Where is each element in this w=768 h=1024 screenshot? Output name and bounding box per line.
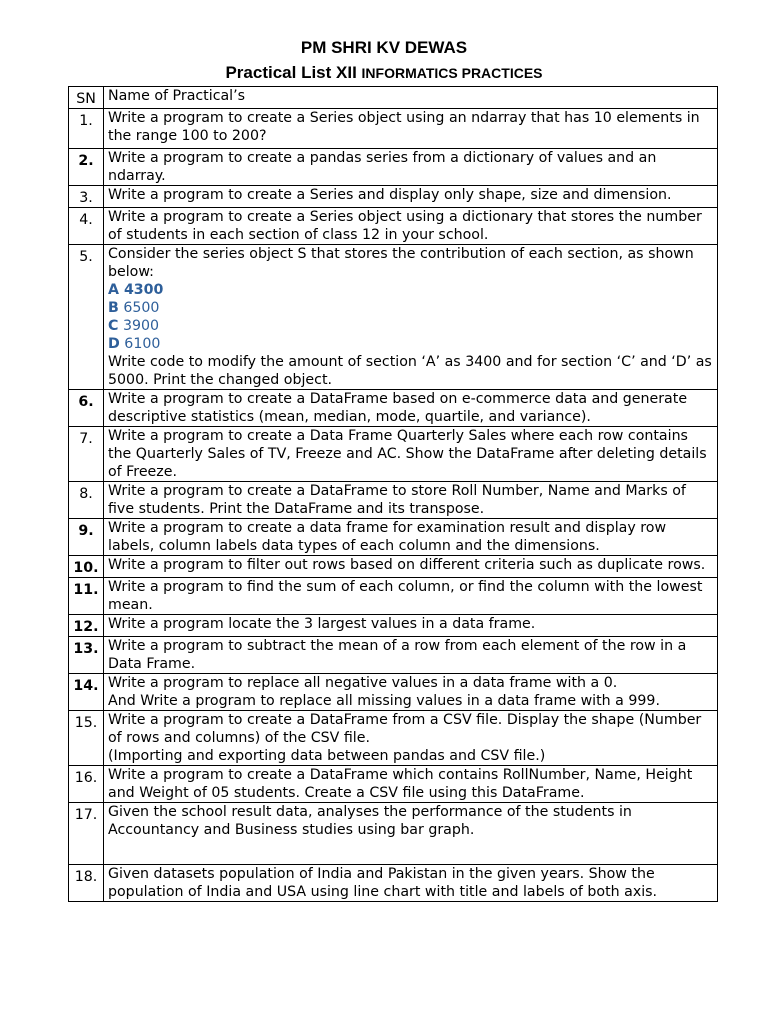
row-number: 3. <box>69 186 104 208</box>
row-number: 9. <box>69 519 104 556</box>
row-number: 2. <box>69 149 104 186</box>
practical-outro: Write code to modify the amount of section ‘A’ as 3400 and for section ‘C’ and ‘D’ as 5000. Print the changed object. <box>108 354 712 388</box>
practical-text: Write a program to create a Series object using a dictionary that stores the number of students in each section of class 12 in your school. <box>104 208 718 245</box>
row-number: 4. <box>69 208 104 245</box>
table-row <box>69 674 718 711</box>
table-row <box>69 186 718 208</box>
table-row <box>69 578 718 615</box>
document-header <box>0 36 768 86</box>
practical-text: Write a program to create a DataFrame based on e-commerce data and generate descriptive statistics (mean, median, mode, quartile, and variance). <box>104 390 718 427</box>
table-header-row <box>69 87 718 109</box>
row-number: 11. <box>69 578 104 615</box>
practical-text: Given the school result data, analyses the performance of the students in Accountancy and Business studies using bar graph. <box>104 803 718 865</box>
practical-line: (Importing and exporting data between pandas and CSV file.) <box>108 748 546 764</box>
table-row <box>69 427 718 482</box>
document-title <box>0 60 768 86</box>
practical-text: Write a program to subtract the mean of a row from each element of the row in a Data Frame. <box>104 637 718 674</box>
practical-text: Write a program to create a Data Frame Quarterly Sales where each row contains the Quarterly Sales of TV, Freeze and AC. Show the DataFrame after deleting details of Freeze. <box>104 427 718 482</box>
practical-text <box>104 245 718 390</box>
table-row <box>69 245 718 390</box>
practical-text: Write a program to create a Series and display only shape, size and dimension. <box>104 186 718 208</box>
practical-intro: Consider the series object S that stores the contribution of each section, as shown <box>108 246 694 262</box>
series-entry: A 4300 <box>108 282 164 298</box>
practical-intro-2: below: <box>108 264 154 280</box>
practical-text: Write a program to create a DataFrame which contains RollNumber, Name, Height and Weight of 05 students. Create a CSV file using this DataFrame. <box>104 766 718 803</box>
table-row <box>69 109 718 149</box>
practical-line: Write a program to replace all negative values in a data frame with a 0. <box>108 675 618 691</box>
practical-text: Write a program to find the sum of each column, or find the column with the lowest mean. <box>104 578 718 615</box>
table-row <box>69 519 718 556</box>
practical-line: Write a program to create a DataFrame from a CSV file. Display the shape (Number of rows and columns) of the CSV file. <box>108 712 702 746</box>
table-row <box>69 208 718 245</box>
row-number: 10. <box>69 556 104 578</box>
practical-text: Write a program locate the 3 largest values in a data frame. <box>104 615 718 637</box>
practical-text <box>104 674 718 711</box>
row-number: 13. <box>69 637 104 674</box>
row-number: 8. <box>69 482 104 519</box>
row-number: 1. <box>69 109 104 149</box>
row-number: 14. <box>69 674 104 711</box>
row-number: 16. <box>69 766 104 803</box>
table-row <box>69 865 718 902</box>
table-row <box>69 637 718 674</box>
table-row <box>69 803 718 865</box>
practical-line: And Write a program to replace all missing values in a data frame with a 999. <box>108 693 660 709</box>
practical-text: Given datasets population of India and Pakistan in the given years. Show the population of India and USA using line chart with title and labels of both axis. <box>104 865 718 902</box>
practical-list-table <box>68 86 718 902</box>
row-number: 5. <box>69 245 104 390</box>
table-row <box>69 556 718 578</box>
table-row <box>69 149 718 186</box>
series-entry: C 3900 <box>108 318 160 334</box>
row-number: 6. <box>69 390 104 427</box>
title-sub: INFORMATICS PRACTICES <box>361 65 543 81</box>
table-row <box>69 766 718 803</box>
title-main: Practical List XII <box>225 63 357 82</box>
column-header-sn: SN <box>69 87 104 109</box>
practical-text: Write a program to create a pandas series from a dictionary of values and an ndarray. <box>104 149 718 186</box>
series-entry: B 6500 <box>108 300 160 316</box>
school-name: PM SHRI KV DEWAS <box>300 38 468 57</box>
table-row <box>69 615 718 637</box>
row-number: 7. <box>69 427 104 482</box>
table-row <box>69 482 718 519</box>
practical-text: Write a program to create a DataFrame to store Roll Number, Name and Marks of five students. Print the DataFrame and its transpose. <box>104 482 718 519</box>
row-number: 12. <box>69 615 104 637</box>
row-number: 18. <box>69 865 104 902</box>
table-row <box>69 390 718 427</box>
row-number: 17. <box>69 803 104 865</box>
practical-text: Write a program to create a Series object using an ndarray that has 10 elements in the range 100 to 200? <box>104 109 718 149</box>
practical-text: Write a program to create a data frame for examination result and display row labels, column labels data types of each column and the dimensions. <box>104 519 718 556</box>
practical-text <box>104 711 718 766</box>
table-row <box>69 711 718 766</box>
series-entry: D 6100 <box>108 336 161 352</box>
row-number: 15. <box>69 711 104 766</box>
column-header-name: Name of Practical’s <box>104 87 718 109</box>
practical-text: Write a program to filter out rows based on different criteria such as duplicate rows. <box>104 556 718 578</box>
